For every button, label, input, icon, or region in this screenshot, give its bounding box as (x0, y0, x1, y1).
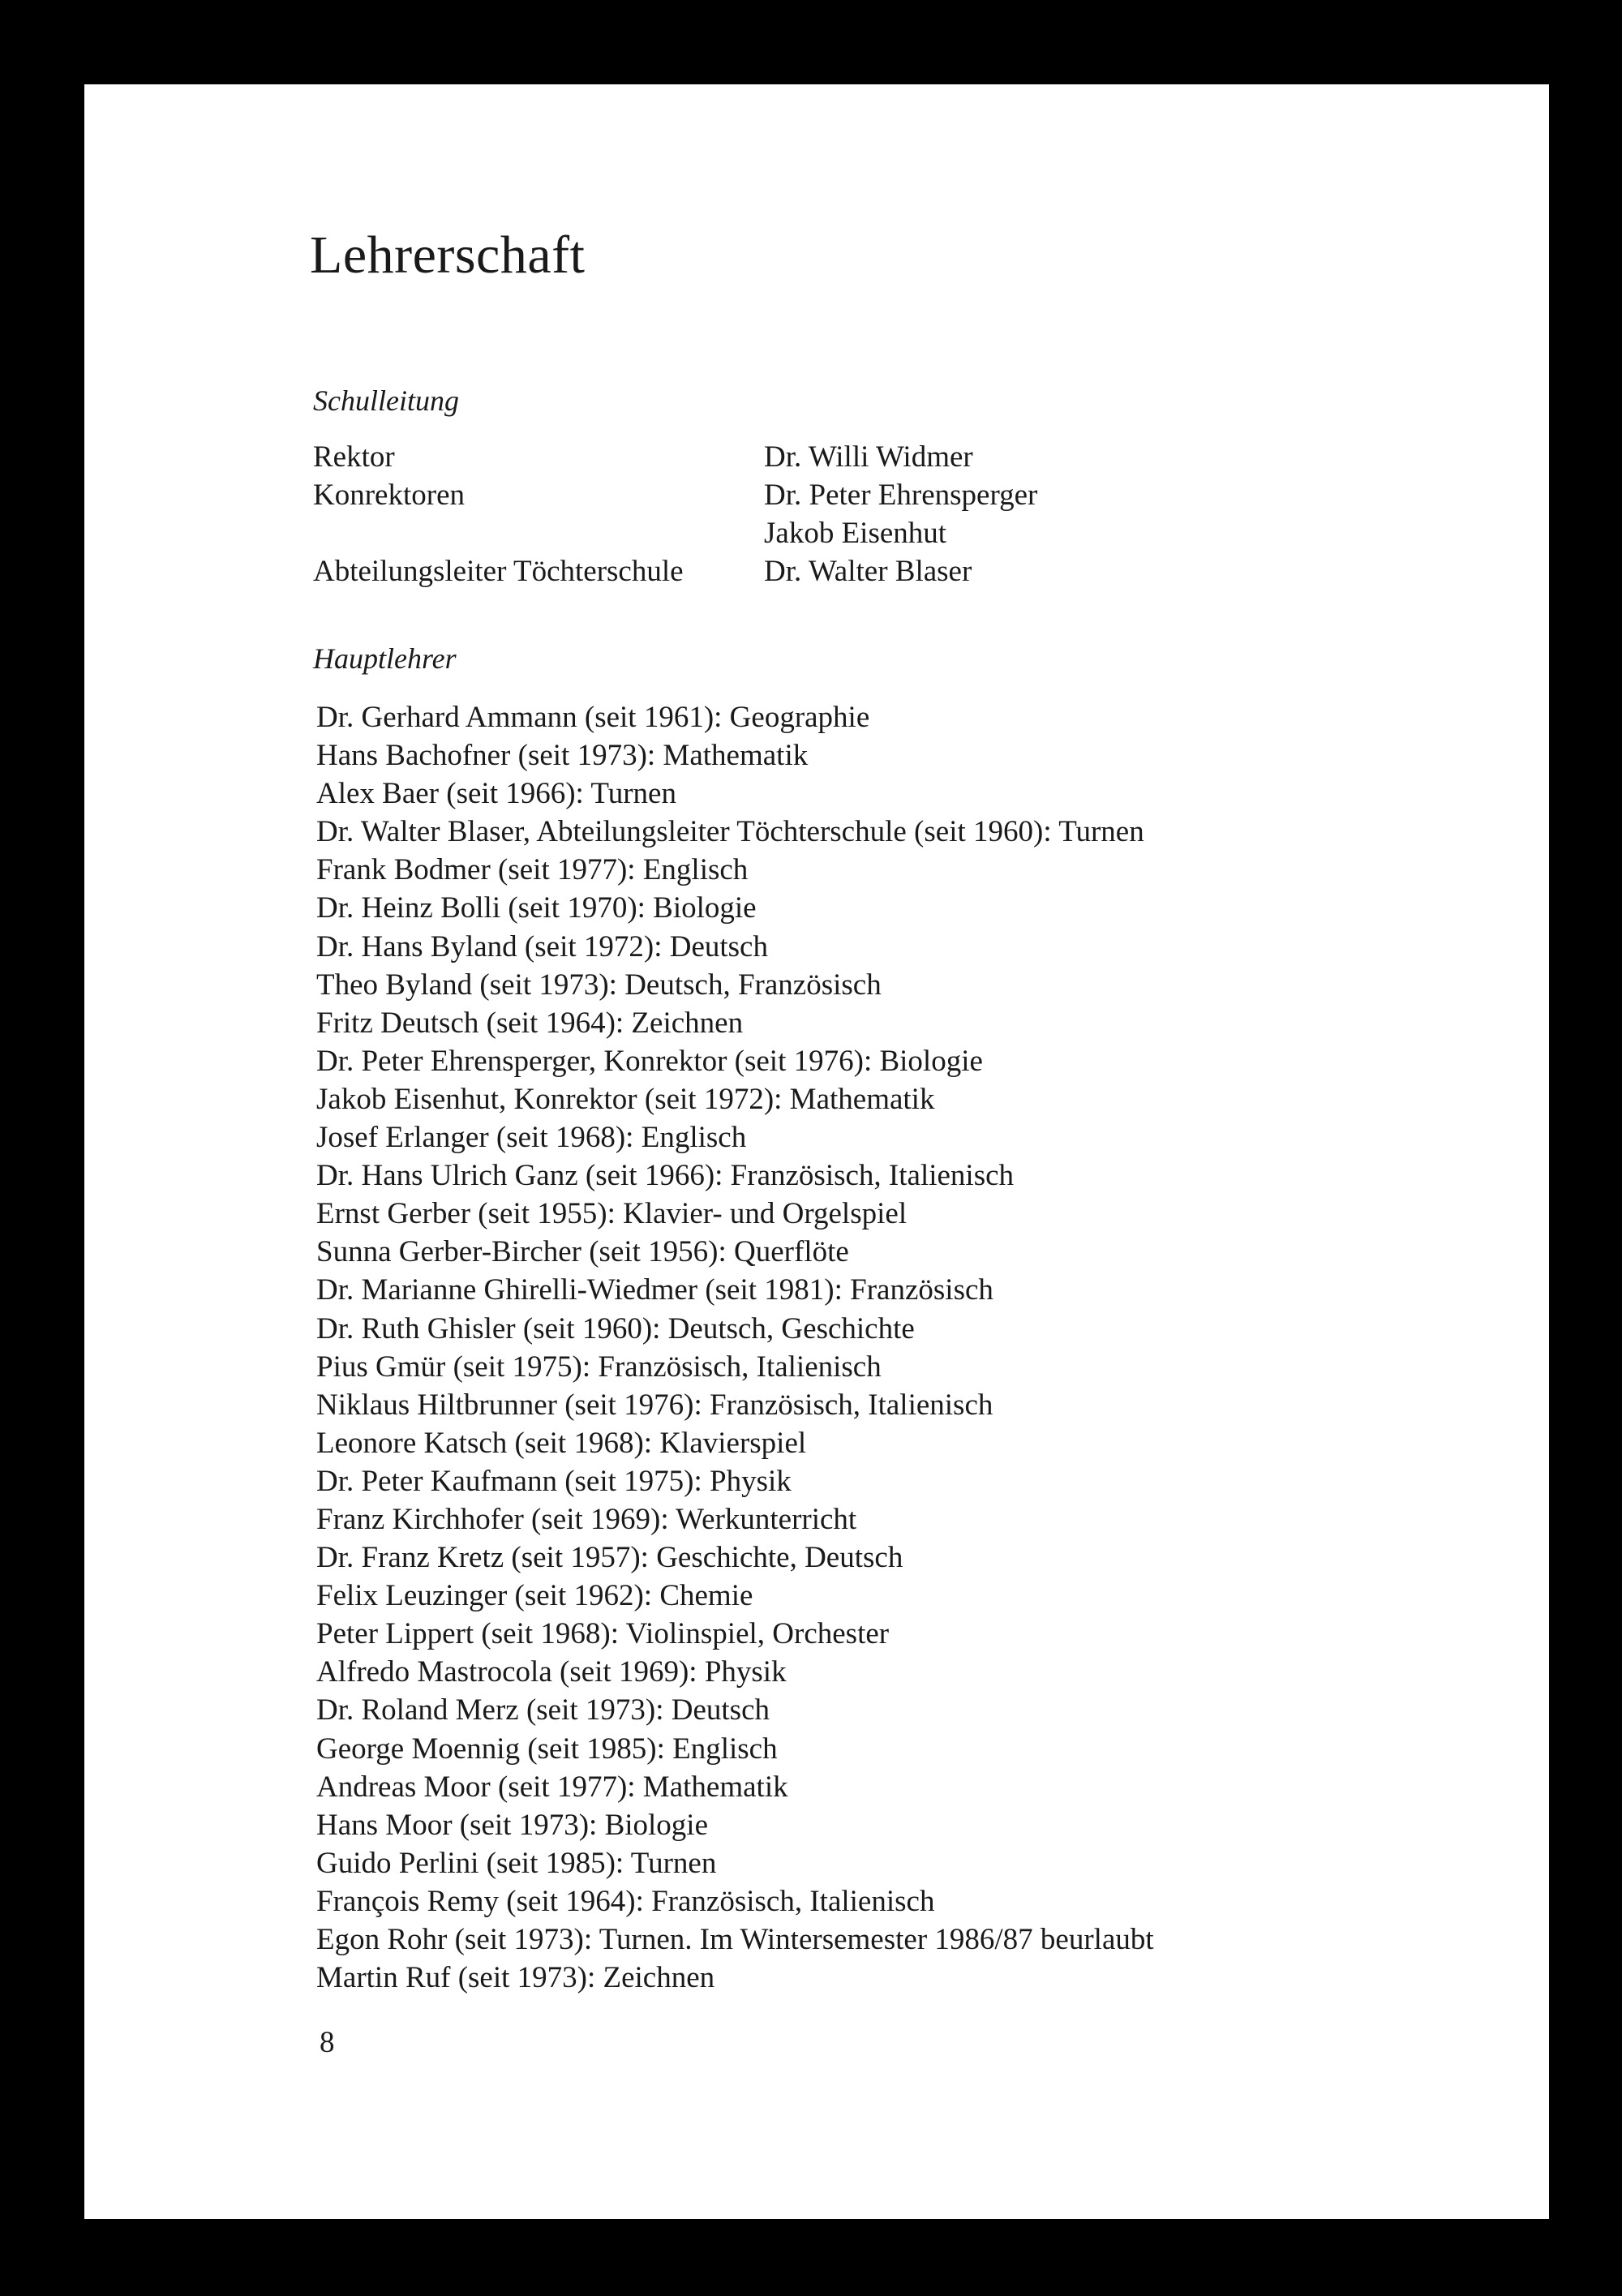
teacher-entry: Pius Gmür (seit 1975): Französisch, Italienisch (316, 1350, 882, 1384)
role-label-empty (313, 514, 764, 552)
role-label: Abteilungsleiter Töchterschule (313, 555, 684, 588)
leadership-row-konrektoren (313, 476, 1367, 514)
role-holder: Jakob Eisenhut (764, 517, 947, 550)
teacher-entry: Felix Leuzinger (seit 1962): Chemie (316, 1579, 753, 1613)
teacher-entry: George Moennig (seit 1985): Englisch (316, 1732, 778, 1766)
schulleitung-table (313, 438, 1367, 590)
teacher-entry: Josef Erlanger (seit 1968): Englisch (316, 1121, 747, 1155)
teacher-entry: Fritz Deutsch (seit 1964): Zeichnen (316, 1006, 744, 1040)
teacher-entry: Andreas Moor (seit 1977): Mathematik (316, 1770, 788, 1804)
teacher-entry: Dr. Hans Byland (seit 1972): Deutsch (316, 929, 768, 963)
teacher-entry: Dr. Franz Kretz (seit 1957): Geschichte, Deutsch (316, 1541, 903, 1575)
teacher-entry: Ernst Gerber (seit 1955): Klavier- und Orgelspiel (316, 1197, 908, 1231)
teacher-entry: Dr. Ruth Ghisler (seit 1960): Deutsch, Geschichte (316, 1311, 915, 1345)
teacher-entry: Hans Bachofner (seit 1973): Mathematik (316, 739, 809, 773)
teacher-entry: Peter Lippert (seit 1968): Violinspiel, Orchester (316, 1617, 890, 1651)
teacher-entry: Egon Rohr (seit 1973): Turnen. Im Wintersemester 1986/87 beurlaubt (316, 1923, 1154, 1956)
schulleitung-heading: Schulleitung (313, 384, 459, 417)
teacher-entry: Hans Moor (seit 1973): Biologie (316, 1808, 709, 1842)
document-page (84, 84, 1549, 2219)
hauptlehrer-heading: Hauptlehrer (313, 642, 457, 675)
teacher-entry: Dr. Walter Blaser, Abteilungsleiter Töchterschule (seit 1960): Turnen (316, 815, 1144, 849)
teacher-entry: Dr. Peter Ehrensperger, Konrektor (seit 1976): Biologie (316, 1044, 983, 1078)
teacher-entry: Dr. Heinz Bolli (seit 1970): Biologie (316, 891, 757, 925)
teacher-entry: Dr. Marianne Ghirelli-Wiedmer (seit 1981): Französisch (316, 1273, 993, 1307)
teacher-entry: François Remy (seit 1964): Französisch, Italienisch (316, 1884, 935, 1918)
teacher-entry: Sunna Gerber-Bircher (seit 1956): Querflöte (316, 1235, 849, 1269)
role-holder: Dr. Walter Blaser (764, 555, 972, 588)
role-label: Rektor (313, 440, 395, 474)
role-holder: Dr. Willi Widmer (764, 440, 973, 474)
leadership-row-abteilungsleiter (313, 552, 1367, 590)
teacher-entry: Franz Kirchhofer (seit 1969): Werkunterricht (316, 1502, 857, 1536)
role-holder: Dr. Peter Ehrensperger (764, 479, 1038, 512)
leadership-row-konrektoren-continued (313, 514, 1367, 552)
teacher-entry: Dr. Hans Ulrich Ganz (seit 1966): Französisch, Italienisch (316, 1159, 1015, 1193)
role-label: Konrektoren (313, 479, 465, 512)
teacher-entry: Leonore Katsch (seit 1968): Klavierspiel (316, 1426, 807, 1460)
teacher-entry: Alex Baer (seit 1966): Turnen (316, 777, 676, 811)
teacher-entry: Dr. Roland Merz (seit 1973): Deutsch (316, 1693, 770, 1727)
leadership-row-rektor (313, 438, 1367, 476)
page-title: Lehrerschaft (310, 225, 586, 285)
teacher-entry: Guido Perlini (seit 1985): Turnen (316, 1846, 717, 1880)
teacher-entry: Jakob Eisenhut, Konrektor (seit 1972): Mathematik (316, 1082, 935, 1116)
teacher-entry: Martin Ruf (seit 1973): Zeichnen (316, 1961, 715, 1995)
teacher-entry: Frank Bodmer (seit 1977): Englisch (316, 853, 749, 887)
page-number: 8 (320, 2026, 335, 2059)
teacher-entry: Dr. Peter Kaufmann (seit 1975): Physik (316, 1464, 792, 1498)
teacher-entry: Dr. Gerhard Ammann (seit 1961): Geographie (316, 701, 870, 734)
teacher-entry: Niklaus Hiltbrunner (seit 1976): Französisch, Italienisch (316, 1388, 993, 1422)
teacher-entry: Alfredo Mastrocola (seit 1969): Physik (316, 1655, 787, 1689)
hauptlehrer-list (316, 698, 1484, 1997)
teacher-entry: Theo Byland (seit 1973): Deutsch, Französisch (316, 968, 882, 1002)
